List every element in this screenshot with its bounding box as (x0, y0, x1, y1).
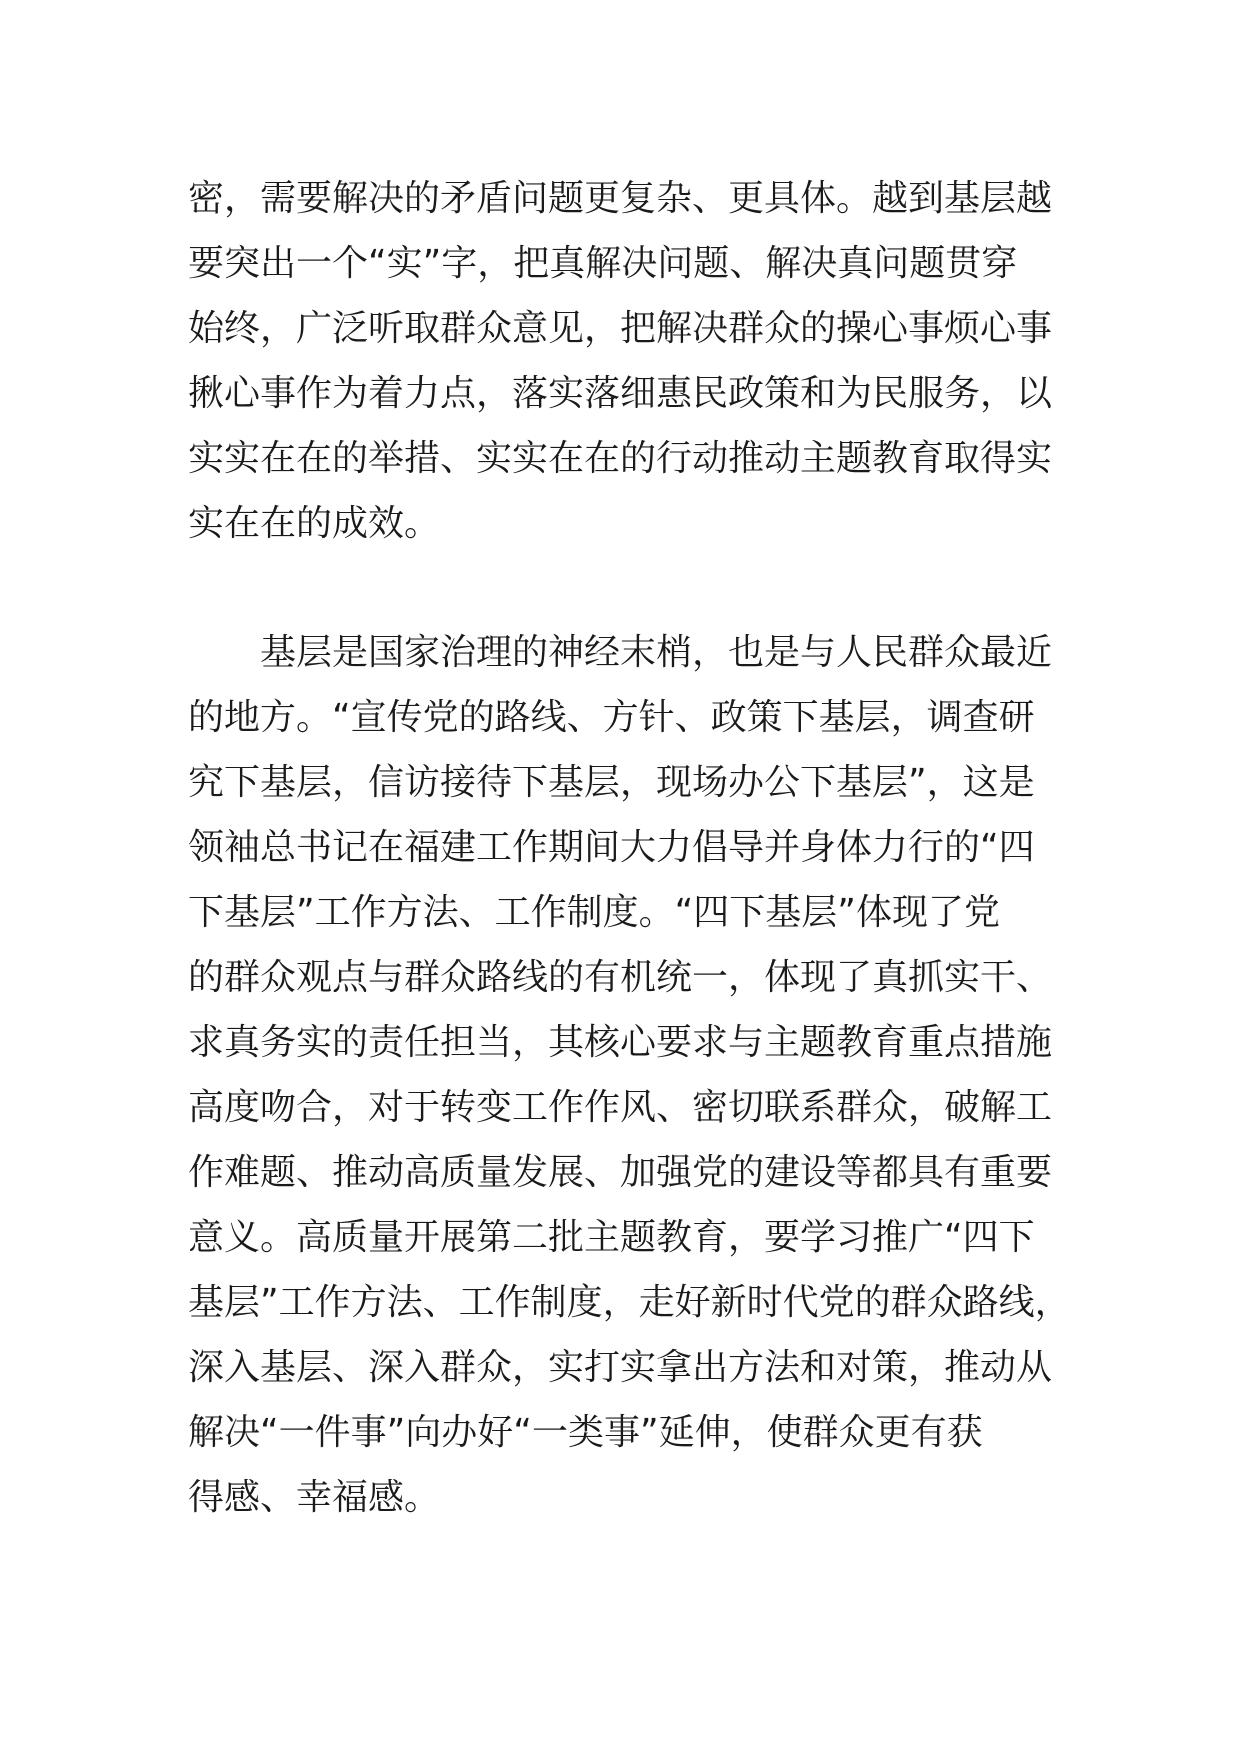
paragraph-line: 的群众观点与群众路线的有机统一，体现了真抓实干、 (188, 957, 1053, 998)
paragraph-line: 实在在的成效。 (188, 503, 441, 544)
paragraph-line: 揪心事作为着力点，落实落细惠民政策和为民服务，以 (188, 373, 1053, 414)
paragraph-line: 基层是国家治理的神经末梢，也是与人民群众最近 (188, 632, 1053, 673)
paragraph-line: 究下基层，信访接待下基层，现场办公下基层”，这是 (188, 762, 1035, 803)
paragraph-1 (188, 166, 1068, 556)
paragraph-line: 得感、幸福感。 (188, 1477, 441, 1518)
paragraph-line: 的地方。“宣传党的路线、方针、政策下基层，调查研 (188, 697, 1035, 738)
paragraph-line: 意义。高质量开展第二批主题教育，要学习推广“四下 (188, 1217, 1035, 1258)
paragraph-line: 深入基层、深入群众，实打实拿出方法和对策，推动从 (188, 1347, 1053, 1388)
paragraph-line: 求真务实的责任担当，其核心要求与主题教育重点措施 (188, 1022, 1053, 1063)
paragraph-line: 实实在在的举措、实实在在的行动推动主题教育取得实 (188, 438, 1053, 479)
paragraph-line: 领袖总书记在福建工作期间大力倡导并身体力行的“四 (188, 827, 1035, 868)
paragraph-line: 下基层”工作方法、工作制度。“四下基层”体现了党 (188, 892, 1000, 933)
paragraph-line: 解决“一件事”向办好“一类事”延伸，使群众更有获 (188, 1412, 983, 1453)
paragraph-line: 作难题、推动高质量发展、加强党的建设等都具有重要 (188, 1152, 1053, 1193)
paragraph-line: 要突出一个“实”字，把真解决问题、解决真问题贯穿 (188, 243, 1018, 284)
paragraph-line: 密，需要解决的矛盾问题更复杂、更具体。越到基层越 (188, 178, 1053, 219)
paragraph-line: 始终，广泛听取群众意见，把解决群众的操心事烦心事 (188, 308, 1053, 349)
paragraph-line: 基层”工作方法、工作制度，走好新时代党的群众路线， (188, 1282, 1071, 1323)
paragraph-line: 高度吻合，对于转变工作作风、密切联系群众，破解工 (188, 1087, 1053, 1128)
paragraph-2 (188, 620, 1071, 1530)
